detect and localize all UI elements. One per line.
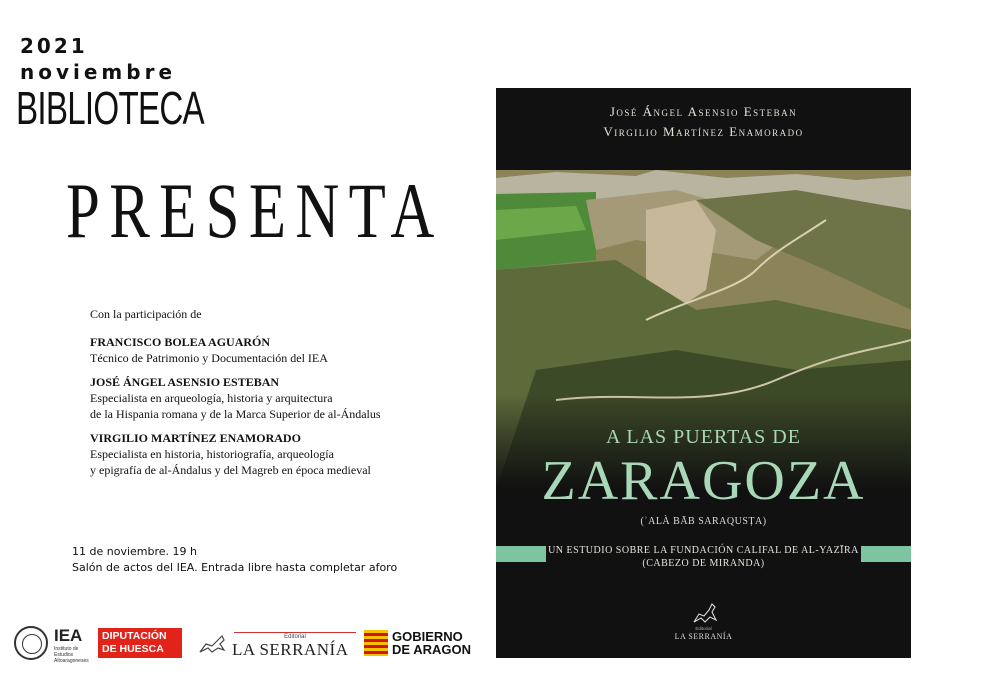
gobierno-line1: GOBIERNO [392, 629, 463, 644]
participant-entry [90, 430, 480, 478]
gobierno-logo [392, 630, 471, 656]
book-author: José Ángel Asensio Esteban [609, 104, 798, 119]
presents-heading: PRESENTA [66, 167, 444, 254]
book-subtitle [536, 544, 871, 570]
iea-logo-text: IEA [54, 626, 83, 645]
year-label: 2021 [20, 34, 88, 58]
book-author: Virgilio Martínez Enamorado [603, 124, 804, 139]
participant-desc: Técnico de Patrimonio y Documentación del IEA [90, 351, 328, 365]
book-title-prefix: A LAS PUERTAS DE [606, 426, 801, 448]
publisher-name: LA SERRANÍA [674, 632, 733, 641]
publisher-small-label: Editorial [695, 626, 712, 631]
library-label: BIBLIOTECA [16, 82, 204, 134]
participant-name: JOSÉ ÁNGEL ASENSIO ESTEBAN [90, 375, 280, 389]
participant-name: FRANCISCO BOLEA AGUARÓN [90, 335, 271, 349]
participant-desc: y epigrafía de al-Ándalus y del Magreb en época medieval [90, 463, 371, 477]
editorial-name: LA SERRANÍA [232, 640, 349, 659]
diputacion-line1: DIPUTACIÓN [102, 630, 167, 642]
event-info [72, 544, 397, 576]
gobierno-line2: DE ARAGON [392, 642, 471, 657]
book-title: ZARAGOZA [541, 450, 866, 512]
participant-entry [90, 334, 480, 366]
goat-icon [198, 634, 228, 656]
participant-entry [90, 374, 480, 422]
publisher-goat-icon [692, 602, 720, 626]
sponsor-logos [14, 622, 484, 664]
event-venue: Salón de actos del IEA. Entrada libre hasta completar aforo [72, 561, 398, 574]
editorial-small-label: Editorial [234, 632, 356, 640]
participants-block [90, 306, 480, 486]
participant-desc: de la Hispania romana y de la Marca Superior de al-Ándalus [90, 407, 381, 421]
participant-desc: Especialista en arqueología, historia y arquitectura [90, 391, 333, 405]
iea-seal-icon [14, 626, 48, 660]
event-date-time: 11 de noviembre. 19 h [72, 545, 197, 558]
iea-logo-subtitle: Instituto de Estudios Altoaragoneses [54, 646, 89, 664]
participant-desc: Especialista en historia, historiografía, arqueología [90, 447, 334, 461]
book-subtitle-line: (CABEZO DE MIRANDA) [642, 558, 765, 569]
aragon-flag-icon [364, 630, 388, 656]
month-label: noviembre [20, 60, 177, 84]
diputacion-line2: DE HUESCA [102, 643, 164, 655]
participant-name: VIRGILIO MARTÍNEZ ENAMORADO [90, 431, 301, 445]
book-authors [496, 102, 911, 142]
book-subtitle-line: UN ESTUDIO SOBRE LA FUNDACIÓN CALIFAL DE AL-YAZĪRA [548, 545, 859, 556]
book-arabic-title: (ʾALÀ BĀB SARAQUSṬA) [640, 516, 767, 527]
book-cover [496, 88, 911, 658]
participants-intro: Con la participación de [90, 307, 202, 321]
diputacion-logo [98, 628, 182, 658]
